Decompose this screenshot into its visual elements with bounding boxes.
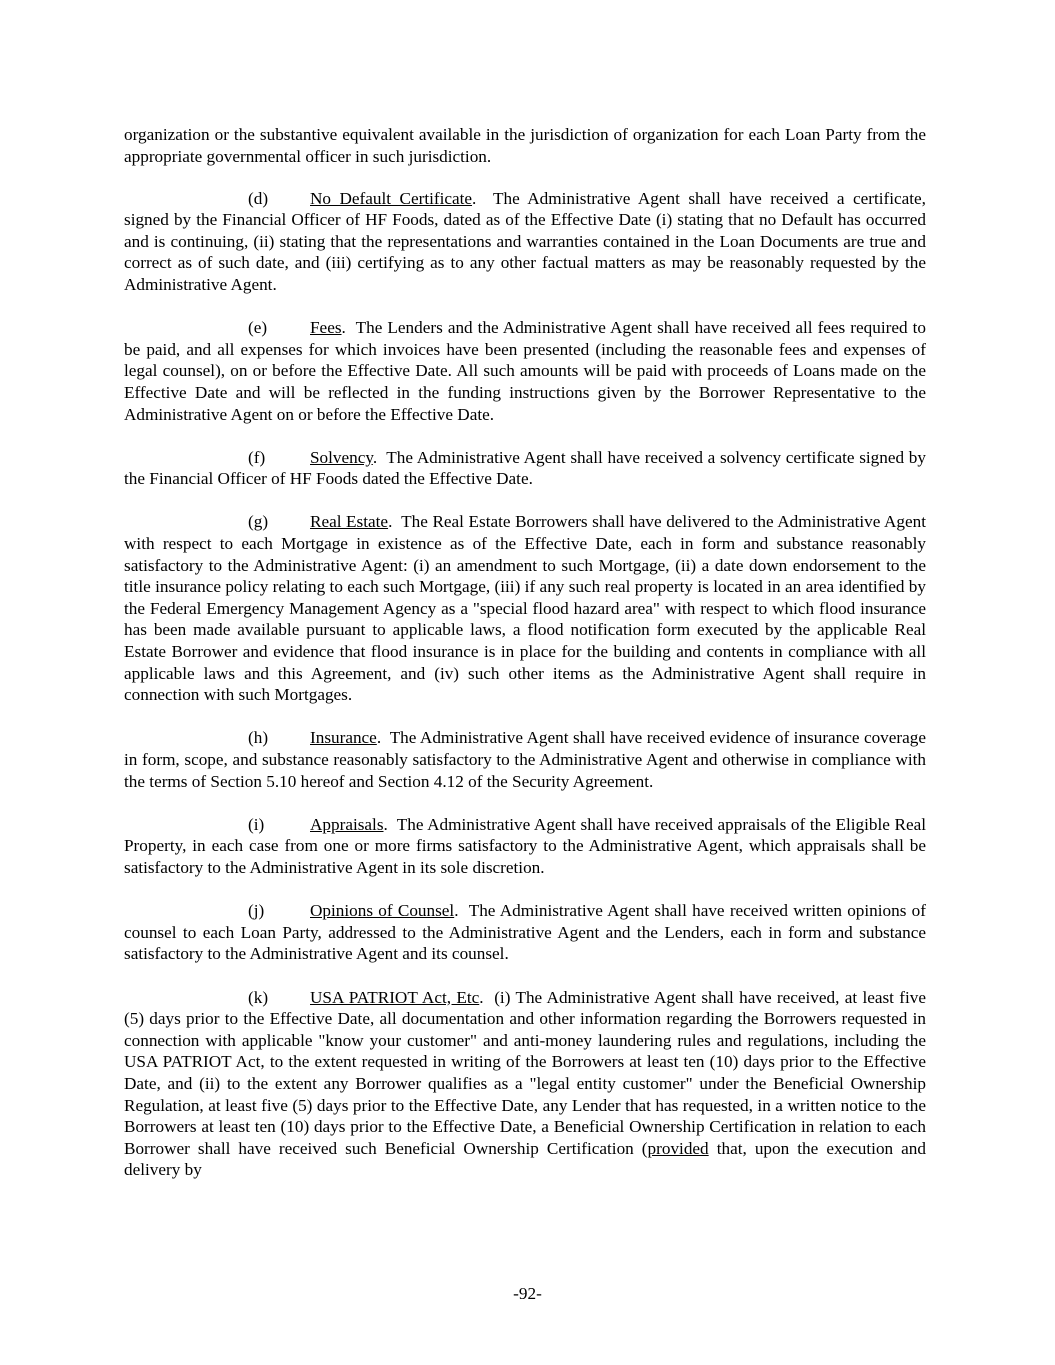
heading-punct: . xyxy=(472,188,477,208)
paragraph-e xyxy=(124,317,926,425)
paragraph-marker: (i) xyxy=(248,814,265,834)
paragraph-heading: Opinions of Counsel xyxy=(310,901,455,921)
paragraph-marker: (k) xyxy=(248,987,269,1007)
paragraph-text: The Real Estate Borrowers shall have delivered to the Administrative Agent with respect to each Mortgage in existence as of the Effective Date, each in form and substance reasonably satisfactory to the Administrative Agent: (i) an amendment to such Mortgage, (ii) a date down endorsement to the title insurance policy relating to each such Mortgage, (iii) if any such real property is located in an area identified by the Federal Emergency Management Agency as a "special flood hazard area" with respect to which flood insurance has been made available pursuant to applicable laws, a flood notification form executed by the applicable Real Estate Borrower and evidence that flood insurance is in place for the building and contents in compliance with all applicable laws and this Agreement, and (iv) such other items as the Administrative Agent shall require in connection with such Mortgages. xyxy=(124,512,926,705)
paragraph-marker: (e) xyxy=(248,318,268,338)
paragraph-heading: No Default Certificate xyxy=(310,188,473,208)
paragraph-text: The Administrative Agent shall have received evidence of insurance coverage in form, scope, and substance reasonably satisfactory to the Administrative Agent and otherwise in compliance with the terms of Section 5.10 hereof and Section 4.12 of the Security Agreement. xyxy=(124,728,926,791)
heading-punct: . xyxy=(388,512,393,532)
paragraph-text: The Administrative Agent shall have received a solvency certificate signed by the Financial Officer of HF Foods dated the Effective Date. xyxy=(124,447,926,489)
paragraph-g xyxy=(124,511,926,705)
intro-paragraph: organization or the substantive equivalent available in the jurisdiction of organization for each Loan Party from the appropriate governmental officer in such jurisdiction. xyxy=(124,125,926,166)
heading-punct: . xyxy=(341,318,346,338)
paragraph-marker: (f) xyxy=(248,447,266,467)
page-number: -92- xyxy=(513,1284,542,1303)
heading-punct: . xyxy=(479,987,484,1007)
paragraph-f xyxy=(124,447,926,490)
paragraph-heading: Real Estate xyxy=(310,512,389,532)
heading-punct: . xyxy=(383,814,388,834)
provided-term: provided xyxy=(647,1138,709,1158)
heading-punct: . xyxy=(372,447,378,467)
paragraph-d xyxy=(124,188,926,296)
paragraph-text: The Administrative Agent shall have received appraisals of the Eligible Real Property, in each case from one or more firms satisfactory to the Administrative Agent, which appraisals shall be satisfactory to the Administrative Agent in its sole discretion. xyxy=(124,814,926,877)
paragraph-heading: Appraisals xyxy=(310,814,384,834)
paragraph-h xyxy=(124,727,926,792)
paragraph-heading: Solvency xyxy=(310,447,373,467)
paragraph-text: The Lenders and the Administrative Agent shall have received all fees required to be paid, and all expenses for which invoices have been presented (including the reasonable fees and expenses of legal counsel), on or before the Effective Date. All such amounts will be paid with proceeds of Loans made on the Effective Date and will be reflected in the funding instructions given by the Borrower Representative to the Administrative Agent on or before the Effective Date. xyxy=(124,318,926,424)
paragraph-i xyxy=(124,814,926,879)
paragraph-marker: (d) xyxy=(248,188,269,208)
paragraph-text: (i) The Administrative Agent shall have received, at least five (5) days prior to the Effective Date, all documentation and other information regarding the Borrowers requested in connection with applicable "know your customer" and anti-money laundering rules and regulations, including the USA PATRIOT Act, to the extent requested in writing of the Borrowers at least ten (10) days prior to the Effective Date, and (ii) to the extent any Borrower qualifies as a "legal entity customer" under the Beneficial Ownership Regulation, at least five (5) days prior to the Effective Date, any Lender that has requested, in a written notice to the Borrowers at least ten (10) days prior to the Effective Date, a Beneficial Ownership Certification in relation to each Borrower shall have received such Beneficial Ownership Certification ( xyxy=(124,987,926,1158)
document-page xyxy=(124,124,926,1202)
heading-punct: . xyxy=(376,728,382,748)
paragraph-heading: Insurance xyxy=(310,728,377,748)
paragraph-k xyxy=(124,987,926,1181)
paragraph-marker: (g) xyxy=(248,512,269,532)
paragraph-text: The Administrative Agent shall have received a certificate, signed by the Financial Officer of HF Foods, dated as of the Effective Date (i) stating that no Default has occurred and is continuing, (ii) stating that the representations and warranties contained in the Loan Documents are true and correct as of such date, and (iii) certifying as to any other factual matters as may be reasonably requested by the Administrative Agent. xyxy=(124,188,926,294)
paragraph-tail: that, upon the execution and delivery by xyxy=(124,1138,926,1180)
paragraph-text: The Administrative Agent shall have received written opinions of counsel to each Loan Party, addressed to the Administrative Agent and the Lenders, each in form and substance satisfactory to the Administrative Agent and its counsel. xyxy=(124,901,926,964)
paragraph-heading: Fees xyxy=(310,318,342,338)
paragraph-marker: (j) xyxy=(248,901,265,921)
paragraph-j xyxy=(124,900,926,965)
paragraph-marker: (h) xyxy=(248,728,269,748)
paragraph-heading: USA PATRIOT Act, Etc xyxy=(310,987,480,1007)
heading-punct: . xyxy=(454,901,459,921)
